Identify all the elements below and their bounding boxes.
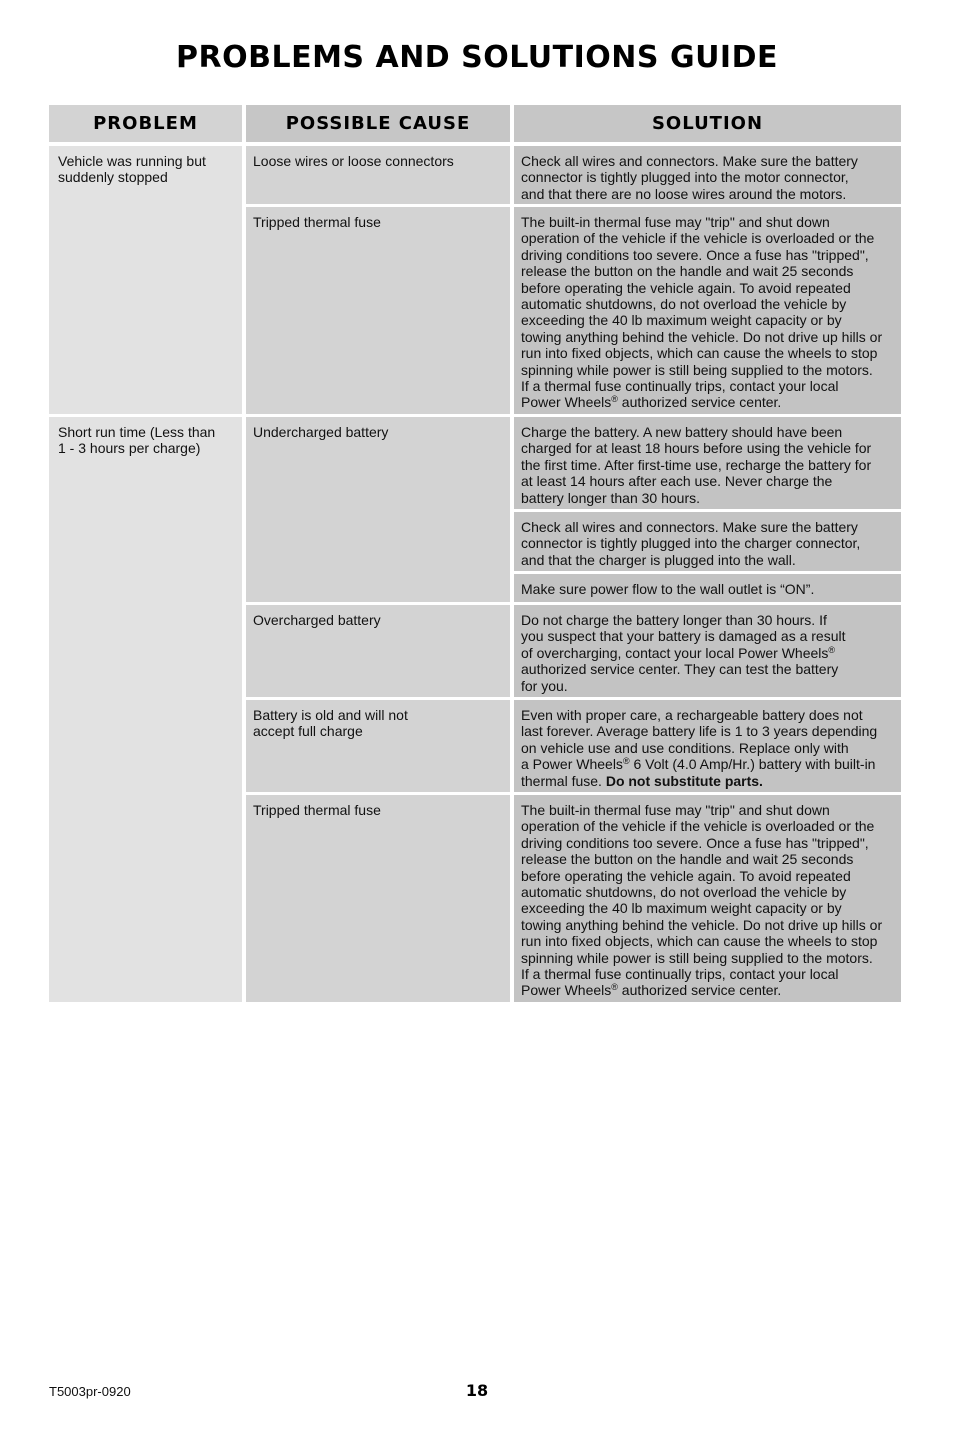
solution-text: Power Wheels® authorized service center.: [521, 982, 782, 999]
column-header-solution: SOLUTION: [514, 105, 901, 142]
solution-text: towing anything behind the vehicle. Do not drive up hills or: [521, 328, 883, 345]
cause-text: Tripped thermal fuse: [253, 214, 381, 230]
solution-text: Even with proper care, a rechargeable battery does not: [521, 707, 863, 723]
solution-text: driving conditions too severe. Once a fuse has "tripped",: [521, 834, 869, 851]
solution-text: before operating the vehicle again. To avoid repeated: [521, 867, 851, 884]
solution-cell: [514, 700, 901, 792]
cause-text: Overcharged battery: [253, 612, 381, 628]
solution-text: The built-in thermal fuse may "trip" and shut down: [521, 802, 830, 818]
solution-text: spinning while power is still being supplied to the motors.: [521, 949, 873, 966]
solution-text: last forever. Average battery life is 1 to 3 years depending: [521, 723, 878, 740]
solution-text: Check all wires and connectors. Make sure the battery: [521, 153, 858, 169]
solution-text: operation of the vehicle if the vehicle is overloaded or the: [521, 230, 875, 247]
solution-cell: [514, 146, 901, 204]
solution-text: spinning while power is still being supplied to the motors.: [521, 361, 873, 378]
page-title: PROBLEMS AND SOLUTIONS GUIDE: [176, 40, 778, 75]
solution-cell: [514, 417, 901, 509]
column-header-problem: PROBLEM: [49, 105, 242, 142]
problem-text: suddenly stopped: [58, 169, 168, 186]
problem-text: Vehicle was running but: [58, 153, 206, 169]
cause-cell: [246, 795, 510, 1002]
column-header-possible-cause: POSSIBLE CAUSE: [246, 105, 510, 142]
solution-text: the first time. After first-time use, recharge the battery for: [521, 456, 872, 473]
cause-cell: [246, 146, 510, 204]
solution-text: charged for at least 18 hours before using the vehicle for: [521, 440, 872, 457]
solution-cell: [514, 512, 901, 571]
solution-text: Do not charge the battery longer than 30 hours. If: [521, 612, 827, 628]
solution-text: run into fixed objects, which can cause the wheels to stop: [521, 345, 878, 362]
solution-text: Charge the battery. A new battery should have been: [521, 424, 843, 440]
solution-text: automatic shutdowns, do not overload the vehicle by: [521, 296, 847, 313]
solution-text: Make sure power flow to the wall outlet is “ON”.: [521, 581, 815, 597]
solution-text: at least 14 hours after each use. Never charge the: [521, 473, 833, 490]
solution-cell: [514, 605, 901, 697]
solution-text: you suspect that your battery is damaged as a result: [521, 628, 846, 645]
cause-cell: [246, 417, 510, 602]
solution-text: connector is tightly plugged into the charger connector,: [521, 535, 861, 552]
solution-text: release the button on the handle and wait 25 seconds: [521, 263, 854, 280]
solution-text: automatic shutdowns, do not overload the vehicle by: [521, 884, 847, 901]
solution-text: Power Wheels® authorized service center.: [521, 394, 782, 411]
solution-text: authorized service center. They can test the battery: [521, 661, 839, 678]
solution-text: and that there are no loose wires around the motors.: [521, 185, 847, 202]
solution-text: for you.: [521, 677, 568, 694]
problem-cell: [49, 417, 242, 1002]
cause-text: Undercharged battery: [253, 424, 389, 440]
solution-text: The built-in thermal fuse may "trip" and shut down: [521, 214, 830, 230]
solution-cell: [514, 795, 901, 1002]
solution-text: If a thermal fuse continually trips, contact your local: [521, 966, 839, 983]
solution-text: operation of the vehicle if the vehicle is overloaded or the: [521, 818, 875, 835]
solution-text: on vehicle use and use conditions. Replace only with: [521, 739, 849, 756]
solution-text: driving conditions too severe. Once a fuse has "tripped",: [521, 246, 869, 263]
solution-text: If a thermal fuse continually trips, contact your local: [521, 378, 839, 395]
solution-text: exceeding the 40 lb maximum weight capacity or by: [521, 900, 842, 917]
cause-text: Battery is old and will not: [253, 707, 408, 723]
cause-text: Loose wires or loose connectors: [253, 153, 454, 169]
solution-text: connector is tightly plugged into the motor connector,: [521, 169, 849, 186]
page-number: 18: [465, 1381, 489, 1400]
solution-cell: [514, 574, 901, 602]
solution-cell: [514, 207, 901, 414]
problem-text: Short run time (Less than: [58, 424, 216, 440]
solution-text: of overcharging, contact your local Power Wheels®: [521, 644, 836, 661]
solution-text: and that the charger is plugged into the wall.: [521, 551, 796, 568]
solution-text: run into fixed objects, which can cause the wheels to stop: [521, 933, 878, 950]
document-code: T5003pr-0920: [49, 1384, 131, 1399]
solution-text: thermal fuse. Do not substitute parts.: [521, 772, 763, 789]
problem-text: 1 - 3 hours per charge): [58, 440, 201, 457]
solution-text: exceeding the 40 lb maximum weight capacity or by: [521, 312, 842, 329]
solution-text: Check all wires and connectors. Make sure the battery: [521, 519, 858, 535]
solution-text: release the button on the handle and wait 25 seconds: [521, 851, 854, 868]
solution-text: before operating the vehicle again. To avoid repeated: [521, 279, 851, 296]
cause-text: accept full charge: [253, 723, 363, 740]
cause-text: Tripped thermal fuse: [253, 802, 381, 818]
problem-cell: [49, 146, 242, 414]
solution-text: battery longer than 30 hours.: [521, 489, 701, 506]
cause-cell: [246, 605, 510, 697]
cause-cell: [246, 207, 510, 414]
warning-emphasis: Do not substitute parts.: [605, 772, 763, 789]
solution-text: a Power Wheels® 6 Volt (4.0 Amp/Hr.) battery with built-in: [521, 756, 876, 773]
cause-cell: [246, 700, 510, 792]
solution-text: towing anything behind the vehicle. Do not drive up hills or: [521, 916, 883, 933]
